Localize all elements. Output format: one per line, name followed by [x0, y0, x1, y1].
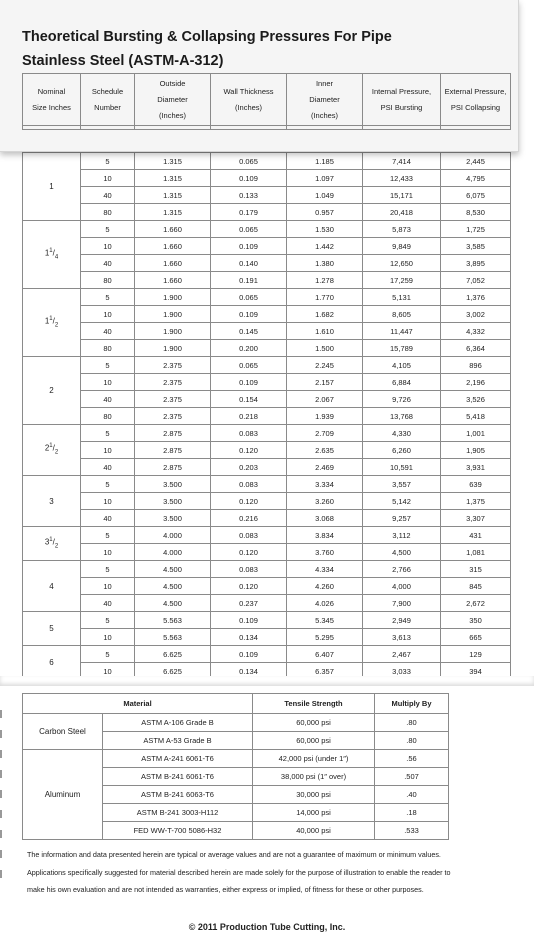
table-row: [23, 306, 511, 323]
table-cell: 6,364: [441, 340, 511, 357]
table-cell: 0.065: [211, 221, 287, 238]
table-cell: 0.134: [211, 629, 287, 646]
table-cell: 6,260: [363, 442, 441, 459]
material-cell: ASTM B-241 6063-T6: [103, 786, 253, 804]
table-cell: 80: [81, 340, 135, 357]
material-cell: ASTM A-53 Grade B: [103, 732, 253, 750]
table-cell: 3.334: [287, 476, 363, 493]
table-cell: 1.049: [287, 187, 363, 204]
table-cell: 1.900: [135, 289, 211, 306]
table-cell: 1,376: [441, 289, 511, 306]
table-cell: 5: [81, 561, 135, 578]
col-wall-thickness: Wall Thickness (Inches): [211, 74, 287, 126]
table-row: [23, 238, 511, 255]
table-cell: 40: [81, 255, 135, 272]
table-cell: 1.770: [287, 289, 363, 306]
table-cell: 1.660: [135, 255, 211, 272]
col-inner-diameter: Inner Diameter (Inches): [287, 74, 363, 126]
table-row: [23, 629, 511, 646]
table-cell: 1.500: [287, 340, 363, 357]
table-cell: 5.345: [287, 612, 363, 629]
table-cell: 40: [81, 391, 135, 408]
table-cell: 1.660: [135, 272, 211, 289]
table-cell: 2.375: [135, 357, 211, 374]
material-header: Material: [23, 694, 253, 714]
table-cell: 0.154: [211, 391, 287, 408]
table-cell: 1.380: [287, 255, 363, 272]
table-row: [23, 340, 511, 357]
pressure-table-header: [22, 73, 511, 130]
table-cell: 9,726: [363, 391, 441, 408]
table-cell: 1,081: [441, 544, 511, 561]
table-cell: 0.109: [211, 170, 287, 187]
table-cell: 0.200: [211, 340, 287, 357]
material-row: [23, 750, 449, 768]
table-cell: 1.278: [287, 272, 363, 289]
table-cell: 3.500: [135, 510, 211, 527]
table-row: [23, 187, 511, 204]
table-cell: 4,105: [363, 357, 441, 374]
table-cell: 10: [81, 374, 135, 391]
table-row: [23, 170, 511, 187]
table-cell: 0.237: [211, 595, 287, 612]
material-cell: .56: [375, 750, 449, 768]
table-cell: 7,414: [363, 153, 441, 170]
table-cell: 1.682: [287, 306, 363, 323]
table-cell: 12,650: [363, 255, 441, 272]
table-cell: 2.709: [287, 425, 363, 442]
table-cell: 4.500: [135, 578, 211, 595]
table-cell: 1.315: [135, 153, 211, 170]
table-row: [23, 544, 511, 561]
multiply-header: Multiply By: [375, 694, 449, 714]
table-row: [23, 561, 511, 578]
table-cell: 12,433: [363, 170, 441, 187]
table-cell: 0.083: [211, 527, 287, 544]
table-cell: 1.900: [135, 306, 211, 323]
table-cell: 2.635: [287, 442, 363, 459]
table-cell: 10: [81, 306, 135, 323]
table-cell: 5,873: [363, 221, 441, 238]
copyright-text: © 2011 Production Tube Cutting, Inc.: [188, 922, 346, 932]
table-cell: 0.218: [211, 408, 287, 425]
table-cell: 4,000: [363, 578, 441, 595]
table-cell: 10: [81, 170, 135, 187]
material-category-cell: Aluminum: [23, 750, 103, 840]
nominal-size-cell: 6: [23, 646, 81, 680]
table-cell: 1.442: [287, 238, 363, 255]
material-cell: FED WW-T-700 5086-H32: [103, 822, 253, 840]
table-cell: 80: [81, 272, 135, 289]
table-cell: 3.500: [135, 476, 211, 493]
nominal-size-cell: $3^1/_2$: [23, 527, 81, 561]
table-cell: 0.120: [211, 493, 287, 510]
table-cell: 4.000: [135, 527, 211, 544]
table-cell: 0.203: [211, 459, 287, 476]
table-cell: 1.097: [287, 170, 363, 187]
table-cell: 5: [81, 527, 135, 544]
material-cell: 14,000 psi: [253, 804, 375, 822]
table-cell: 4,500: [363, 544, 441, 561]
table-cell: 10: [81, 544, 135, 561]
table-row: [23, 323, 511, 340]
table-cell: 2,766: [363, 561, 441, 578]
table-row: [23, 442, 511, 459]
table-cell: 4.000: [135, 544, 211, 561]
table-cell: 10,591: [363, 459, 441, 476]
table-cell: 8,605: [363, 306, 441, 323]
table-cell: 431: [441, 527, 511, 544]
table-cell: 1.660: [135, 221, 211, 238]
material-cell: ASTM B-241 6061-T6: [103, 768, 253, 786]
table-cell: 0.083: [211, 425, 287, 442]
table-cell: 3,033: [363, 663, 441, 680]
table-cell: 8,530: [441, 204, 511, 221]
table-cell: 5: [81, 646, 135, 663]
table-cell: 4.500: [135, 561, 211, 578]
table-cell: 0.083: [211, 561, 287, 578]
nominal-size-cell: 4: [23, 561, 81, 612]
col-external-pressure: External Pressure, PSI Collapsing: [441, 74, 511, 126]
table-cell: 3.068: [287, 510, 363, 527]
nominal-size-cell: 2: [23, 357, 81, 425]
table-cell: 4.334: [287, 561, 363, 578]
table-cell: 10: [81, 663, 135, 680]
table-cell: 10: [81, 629, 135, 646]
table-cell: 9,257: [363, 510, 441, 527]
title-line-2: Stainless Steel (ASTM-A-312): [22, 53, 224, 69]
table-cell: 6,075: [441, 187, 511, 204]
table-cell: 2.469: [287, 459, 363, 476]
table-row: [23, 646, 511, 663]
table-cell: 40: [81, 459, 135, 476]
table-row: [23, 595, 511, 612]
table-cell: 0.120: [211, 578, 287, 595]
material-cell: 38,000 psi (1″ over): [253, 768, 375, 786]
table-cell: 40: [81, 510, 135, 527]
pressure-table-body: [22, 152, 511, 680]
screenshot-divider: [0, 676, 534, 686]
table-cell: 2.375: [135, 374, 211, 391]
material-cell: 60,000 psi: [253, 714, 375, 732]
table-cell: 0.109: [211, 238, 287, 255]
col-internal-pressure: Internal Pressure, PSI Bursting: [363, 74, 441, 126]
table-cell: 6.625: [135, 663, 211, 680]
table-row: [23, 391, 511, 408]
table-row: [23, 221, 511, 238]
table-cell: 4,795: [441, 170, 511, 187]
table-cell: 3.760: [287, 544, 363, 561]
table-cell: 5: [81, 153, 135, 170]
table-cell: 845: [441, 578, 511, 595]
table-cell: 5.563: [135, 629, 211, 646]
table-cell: 0.145: [211, 323, 287, 340]
table-cell: 3,613: [363, 629, 441, 646]
material-cell: ASTM A-106 Grade B: [103, 714, 253, 732]
material-cell: .40: [375, 786, 449, 804]
material-table: [22, 693, 449, 840]
table-cell: 665: [441, 629, 511, 646]
nominal-size-cell: 1: [23, 153, 81, 221]
table-cell: 2.375: [135, 391, 211, 408]
table-cell: 5: [81, 357, 135, 374]
table-cell: 5: [81, 476, 135, 493]
table-row: [23, 374, 511, 391]
table-cell: 0.083: [211, 476, 287, 493]
table-cell: 5: [81, 612, 135, 629]
table-cell: 1.315: [135, 170, 211, 187]
table-cell: 1.939: [287, 408, 363, 425]
table-cell: 1,375: [441, 493, 511, 510]
page-edge-marks: [0, 710, 2, 910]
sticky-header: [0, 0, 519, 152]
table-cell: 6.357: [287, 663, 363, 680]
table-cell: 80: [81, 204, 135, 221]
table-cell: 4.026: [287, 595, 363, 612]
material-cell: ASTM A-241 6061-T6: [103, 750, 253, 768]
table-cell: 10: [81, 238, 135, 255]
table-row: [23, 204, 511, 221]
material-cell: .80: [375, 732, 449, 750]
table-cell: 3.260: [287, 493, 363, 510]
table-cell: 5,418: [441, 408, 511, 425]
material-cell: 60,000 psi: [253, 732, 375, 750]
table-row: [23, 357, 511, 374]
table-cell: 5.295: [287, 629, 363, 646]
material-cell: 30,000 psi: [253, 786, 375, 804]
material-category-cell: Carbon Steel: [23, 714, 103, 750]
table-cell: 2,467: [363, 646, 441, 663]
table-cell: 2.875: [135, 425, 211, 442]
table-cell: 15,789: [363, 340, 441, 357]
table-cell: 5: [81, 221, 135, 238]
table-cell: 1.900: [135, 323, 211, 340]
table-cell: 5,142: [363, 493, 441, 510]
table-cell: 2,196: [441, 374, 511, 391]
table-cell: 10: [81, 442, 135, 459]
table-cell: 9,849: [363, 238, 441, 255]
table-row: [23, 289, 511, 306]
table-cell: 3,585: [441, 238, 511, 255]
title-line-1: Theoretical Bursting & Collapsing Pressures For Pipe: [22, 29, 392, 45]
material-cell: 40,000 psi: [253, 822, 375, 840]
material-cell: .507: [375, 768, 449, 786]
material-cell: .533: [375, 822, 449, 840]
table-cell: 6,884: [363, 374, 441, 391]
material-cell: ASTM B-241 3003-H112: [103, 804, 253, 822]
table-cell: 896: [441, 357, 511, 374]
table-cell: 3,931: [441, 459, 511, 476]
table-cell: 0.179: [211, 204, 287, 221]
table-cell: 0.109: [211, 374, 287, 391]
table-row: [23, 578, 511, 595]
table-cell: 3,526: [441, 391, 511, 408]
table-row: [23, 272, 511, 289]
table-cell: 0.957: [287, 204, 363, 221]
table-cell: 0.120: [211, 442, 287, 459]
table-cell: 0.109: [211, 646, 287, 663]
table-cell: 1,001: [441, 425, 511, 442]
col-outside-diameter: Outside Diameter (Inches): [135, 74, 211, 126]
table-cell: 10: [81, 493, 135, 510]
table-cell: 4,330: [363, 425, 441, 442]
table-cell: 40: [81, 323, 135, 340]
table-cell: 11,447: [363, 323, 441, 340]
table-cell: 2,672: [441, 595, 511, 612]
table-cell: 1.315: [135, 204, 211, 221]
table-cell: 2.067: [287, 391, 363, 408]
table-cell: 40: [81, 595, 135, 612]
table-cell: 0.191: [211, 272, 287, 289]
col-nominal-size: Nominal Size Inches: [23, 74, 81, 126]
table-cell: 2,445: [441, 153, 511, 170]
table-cell: 1.185: [287, 153, 363, 170]
material-cell: .18: [375, 804, 449, 822]
table-cell: 394: [441, 663, 511, 680]
table-cell: 5: [81, 425, 135, 442]
table-cell: 0.109: [211, 306, 287, 323]
table-cell: 20,418: [363, 204, 441, 221]
table-cell: 3.834: [287, 527, 363, 544]
table-cell: 3,307: [441, 510, 511, 527]
table-cell: 6.407: [287, 646, 363, 663]
table-cell: 1.900: [135, 340, 211, 357]
table-cell: 315: [441, 561, 511, 578]
table-cell: 4,332: [441, 323, 511, 340]
table-cell: 2.157: [287, 374, 363, 391]
table-cell: 0.140: [211, 255, 287, 272]
page-title: [22, 25, 492, 73]
table-cell: 4.260: [287, 578, 363, 595]
table-cell: 1,725: [441, 221, 511, 238]
table-cell: 3,895: [441, 255, 511, 272]
material-cell: 42,000 psi (under 1″): [253, 750, 375, 768]
table-cell: 40: [81, 187, 135, 204]
table-cell: 350: [441, 612, 511, 629]
table-cell: 0.065: [211, 357, 287, 374]
table-row: [23, 153, 511, 170]
table-cell: 2,949: [363, 612, 441, 629]
table-cell: 3,112: [363, 527, 441, 544]
table-cell: 0.216: [211, 510, 287, 527]
nominal-size-cell: $1^1/_4$: [23, 221, 81, 289]
table-cell: 5.563: [135, 612, 211, 629]
table-cell: 3.500: [135, 493, 211, 510]
table-cell: 2.245: [287, 357, 363, 374]
disclaimer-text: The information and data presented herein are typical or average values and are not a guarantee of maximum or minimum values. Applications specifically suggested for material described herein are made solely for the purpose of illustration to enable the reader to make his own evaluation and are not intended as warranties, either express or implied, of fitness for these or other purposes.: [27, 850, 451, 894]
table-cell: 2.875: [135, 459, 211, 476]
table-row: [23, 476, 511, 493]
table-cell: 5: [81, 289, 135, 306]
table-cell: 6.625: [135, 646, 211, 663]
table-cell: 2.375: [135, 408, 211, 425]
table-cell: 0.133: [211, 187, 287, 204]
tensile-header: Tensile Strength: [253, 694, 375, 714]
table-row: [23, 527, 511, 544]
table-cell: 80: [81, 408, 135, 425]
table-row: [23, 255, 511, 272]
table-cell: 0.120: [211, 544, 287, 561]
table-cell: 3,002: [441, 306, 511, 323]
table-cell: 1.315: [135, 187, 211, 204]
table-row: [23, 510, 511, 527]
table-cell: 10: [81, 578, 135, 595]
table-cell: 0.109: [211, 612, 287, 629]
table-row: [23, 612, 511, 629]
table-cell: 13,768: [363, 408, 441, 425]
material-row: [23, 714, 449, 732]
table-cell: 2.875: [135, 442, 211, 459]
table-cell: 3,557: [363, 476, 441, 493]
table-cell: 15,171: [363, 187, 441, 204]
col-schedule: Schedule Number: [81, 74, 135, 126]
table-cell: 639: [441, 476, 511, 493]
table-cell: 1,905: [441, 442, 511, 459]
table-row: [23, 408, 511, 425]
table-cell: 7,900: [363, 595, 441, 612]
lower-section: [0, 686, 534, 948]
table-cell: 0.065: [211, 289, 287, 306]
table-cell: 129: [441, 646, 511, 663]
nominal-size-cell: 3: [23, 476, 81, 527]
table-cell: 0.134: [211, 663, 287, 680]
table-cell: 1.610: [287, 323, 363, 340]
nominal-size-cell: $1^1/_2$: [23, 289, 81, 357]
table-cell: 4.500: [135, 595, 211, 612]
table-cell: 7,052: [441, 272, 511, 289]
nominal-size-cell: 5: [23, 612, 81, 646]
material-cell: .80: [375, 714, 449, 732]
table-cell: 0.065: [211, 153, 287, 170]
table-cell: 1.530: [287, 221, 363, 238]
table-cell: 5,131: [363, 289, 441, 306]
nominal-size-cell: $2^1/_2$: [23, 425, 81, 476]
table-row: [23, 459, 511, 476]
table-row: [23, 493, 511, 510]
table-row: [23, 425, 511, 442]
table-cell: 17,259: [363, 272, 441, 289]
table-cell: 1.660: [135, 238, 211, 255]
